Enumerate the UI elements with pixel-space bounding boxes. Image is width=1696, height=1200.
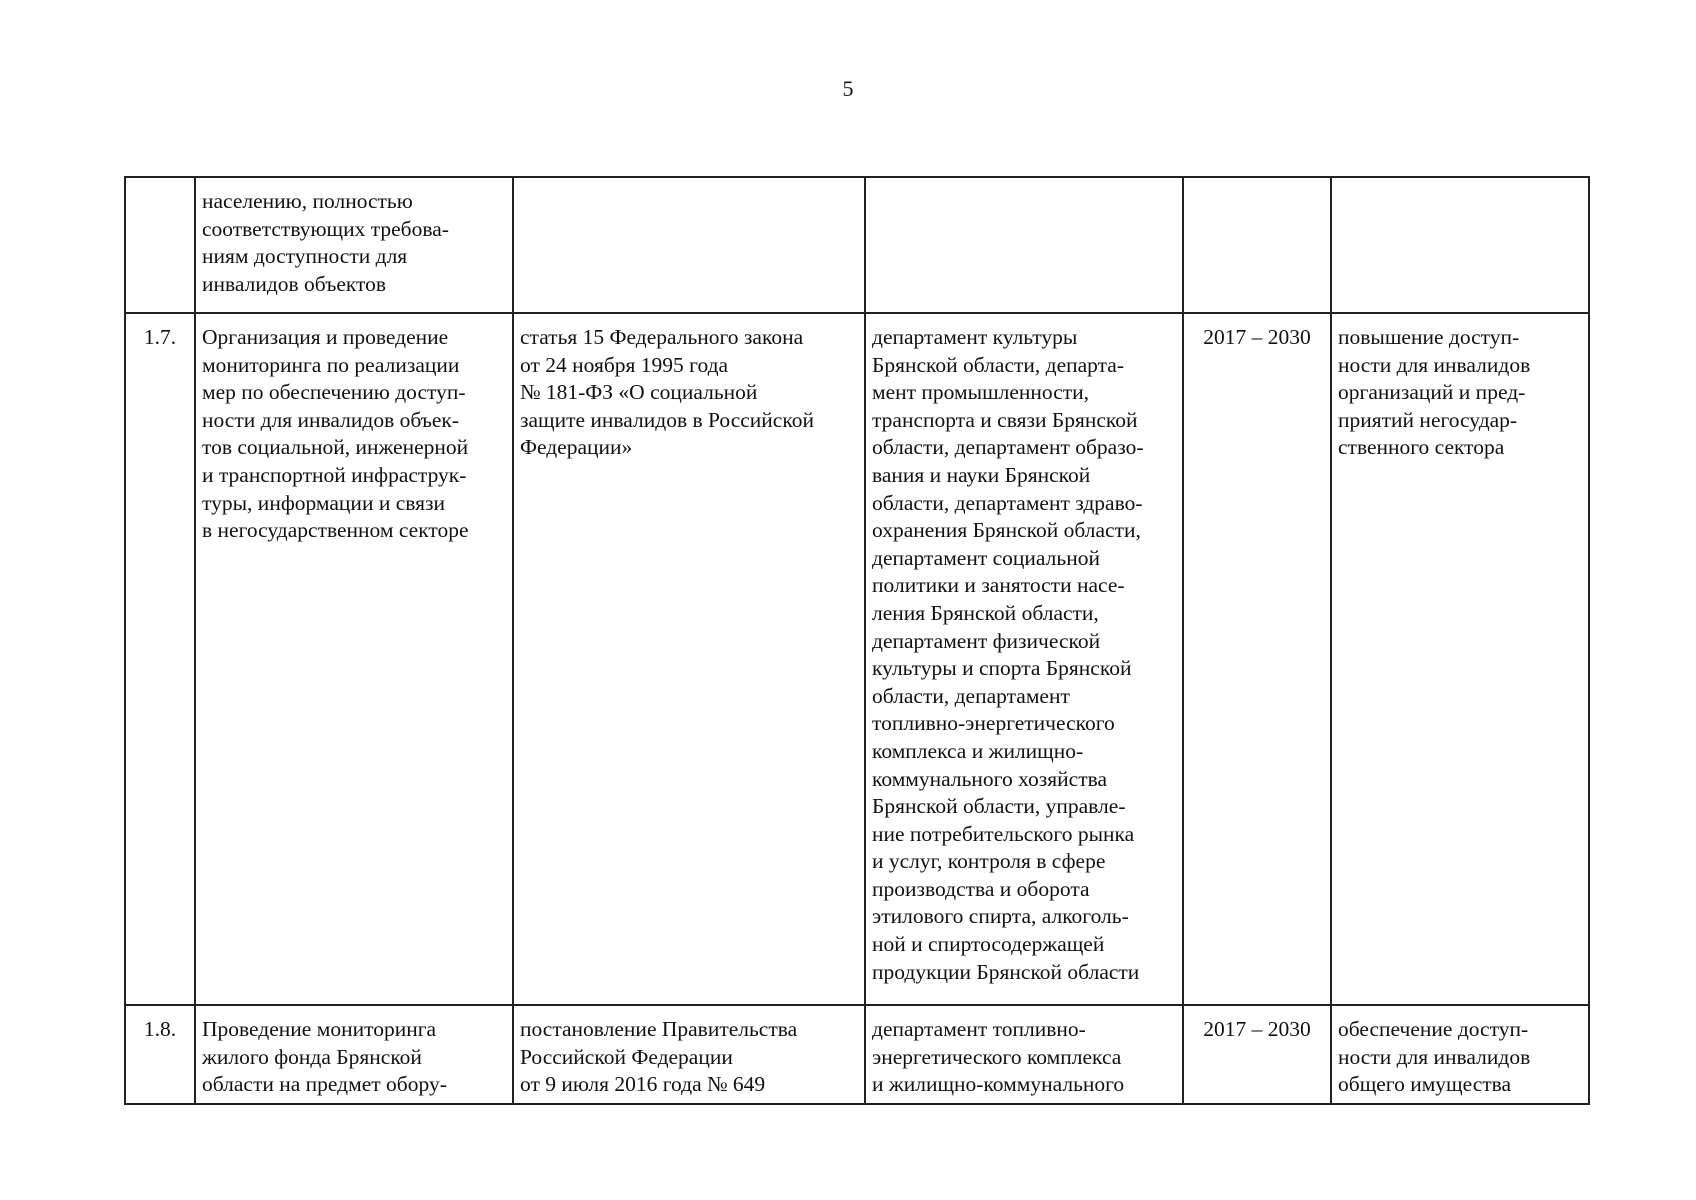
cell-expected-result xyxy=(1331,177,1589,313)
cell-text-line: культуры и спорта Брянской xyxy=(872,656,1132,681)
cell-text-line: защите инвалидов в Российской xyxy=(520,407,814,432)
cell-text-line: общего имущества xyxy=(1338,1072,1512,1097)
cell-text-line: и услуг, контроля в сфере xyxy=(872,849,1106,874)
cell-text-line: продукции Брянской области xyxy=(872,959,1140,984)
cell-text-line: жилого фонда Брянской xyxy=(202,1044,422,1069)
page-number: 5 xyxy=(842,76,854,101)
cell-text-line: ственного сектора xyxy=(1338,435,1505,460)
cell-text-line: приятий негосудар- xyxy=(1338,407,1518,432)
cell-number xyxy=(125,1005,195,1104)
cell-text-line: энергетического комплекса xyxy=(872,1044,1122,1069)
cell-executors xyxy=(865,313,1183,1005)
cell-text-line: области, департамент образо- xyxy=(872,435,1144,460)
cell-text-line: ности для инвалидов xyxy=(1338,1044,1531,1069)
cell-text: 2017 – 2030 xyxy=(1203,1017,1311,1041)
cell-text-line: Федерации» xyxy=(520,435,633,460)
cell-text-line: статья 15 Федерального закона xyxy=(520,325,804,349)
cell-text: 1.7. xyxy=(143,325,177,349)
cell-text-line: населению, полностью xyxy=(202,189,413,213)
cell-measure xyxy=(195,1005,513,1104)
cell-measure xyxy=(195,177,513,313)
cell-text-line: ности для инвалидов xyxy=(1338,352,1531,377)
cell-executors xyxy=(865,1005,1183,1104)
table-body xyxy=(125,177,1589,1104)
cell-text-line: вания и науки Брянской xyxy=(872,462,1091,487)
cell-text-line: Организация и проведение xyxy=(202,325,449,349)
cell-text-line: топливно-энергетического xyxy=(872,711,1115,736)
cell-period xyxy=(1183,313,1331,1005)
cell-text-line: и жилищно-коммунального xyxy=(872,1072,1125,1097)
cell-text-line: туры, информации и связи xyxy=(202,490,445,515)
cell-text-line: ной и спиртосодержащей xyxy=(872,932,1105,957)
cell-text-line: департамент культуры xyxy=(872,325,1078,349)
cell-text-line: мер по обеспечению доступ- xyxy=(202,380,466,405)
cell-text-line: комплекса и жилищно- xyxy=(872,738,1084,763)
cell-text-line: организаций и пред- xyxy=(1338,380,1526,405)
table-row xyxy=(125,313,1589,1005)
cell-text-line: от 24 ноября 1995 года xyxy=(520,352,729,377)
cell-legal-basis xyxy=(513,177,865,313)
cell-text-line: повышение доступ- xyxy=(1338,325,1520,349)
table-row xyxy=(125,1005,1589,1104)
cell-expected-result xyxy=(1331,1005,1589,1104)
cell-text-line: Российской Федерации xyxy=(520,1044,733,1069)
cell-text-line: мониторинга по реализации xyxy=(202,352,460,377)
cell-text-line: обеспечение доступ- xyxy=(1338,1017,1529,1041)
cell-text-line: охранения Брянской области, xyxy=(872,518,1141,543)
cell-text-line: Проведение мониторинга xyxy=(202,1017,437,1041)
cell-text-line: области на предмет обору- xyxy=(202,1072,447,1097)
cell-executors xyxy=(865,177,1183,313)
cell-legal-basis xyxy=(513,1005,865,1104)
cell-text-line: инвалидов объектов xyxy=(202,271,387,296)
cell-text-line: от 9 июля 2016 года № 649 xyxy=(520,1072,766,1097)
cell-text-line: мент промышленности, xyxy=(872,380,1090,405)
cell-period xyxy=(1183,1005,1331,1104)
cell-text-line: департамент социальной xyxy=(872,545,1100,570)
cell-period xyxy=(1183,177,1331,313)
cell-number xyxy=(125,313,195,1005)
cell-text-line: области, департамент xyxy=(872,683,1070,708)
table-row xyxy=(125,177,1589,313)
cell-text-line: ние потребительского рынка xyxy=(872,821,1135,846)
cell-text-line: департамент физической xyxy=(872,628,1101,653)
cell-text-line: ниям доступности для xyxy=(202,244,408,269)
cell-text-line: постановление Правительства xyxy=(520,1017,798,1041)
cell-text: 1.8. xyxy=(143,1017,177,1041)
cell-text-line: соответствующих требова- xyxy=(202,216,449,241)
cell-measure xyxy=(195,313,513,1005)
cell-legal-basis xyxy=(513,313,865,1005)
cell-text-line: и транспортной инфраструк- xyxy=(202,462,467,487)
cell-number xyxy=(125,177,195,313)
cell-text-line: Брянской области, департа- xyxy=(872,352,1124,377)
cell-expected-result xyxy=(1331,313,1589,1005)
cell-text-line: тов социальной, инженерной xyxy=(202,435,469,460)
cell-text-line: № 181-ФЗ «О социальной xyxy=(520,380,758,405)
cell-text-line: коммунального хозяйства xyxy=(872,766,1108,791)
cell-text-line: политики и занятости насе- xyxy=(872,573,1125,598)
cell-text-line: транспорта и связи Брянской xyxy=(872,407,1138,432)
cell-text-line: производства и оборота xyxy=(872,876,1090,901)
measures-table xyxy=(124,176,1590,1105)
cell-text-line: ления Брянской области, xyxy=(872,600,1099,625)
cell-text-line: в негосударственном секторе xyxy=(202,518,469,543)
cell-text: 2017 – 2030 xyxy=(1203,325,1311,349)
cell-text-line: ности для инвалидов объек- xyxy=(202,407,460,432)
cell-text-line: департамент топливно- xyxy=(872,1017,1086,1041)
cell-text-line: области, департамент здраво- xyxy=(872,490,1143,515)
cell-text-line: Брянской области, управле- xyxy=(872,794,1126,819)
cell-text-line: этилового спирта, алкоголь- xyxy=(872,904,1129,929)
